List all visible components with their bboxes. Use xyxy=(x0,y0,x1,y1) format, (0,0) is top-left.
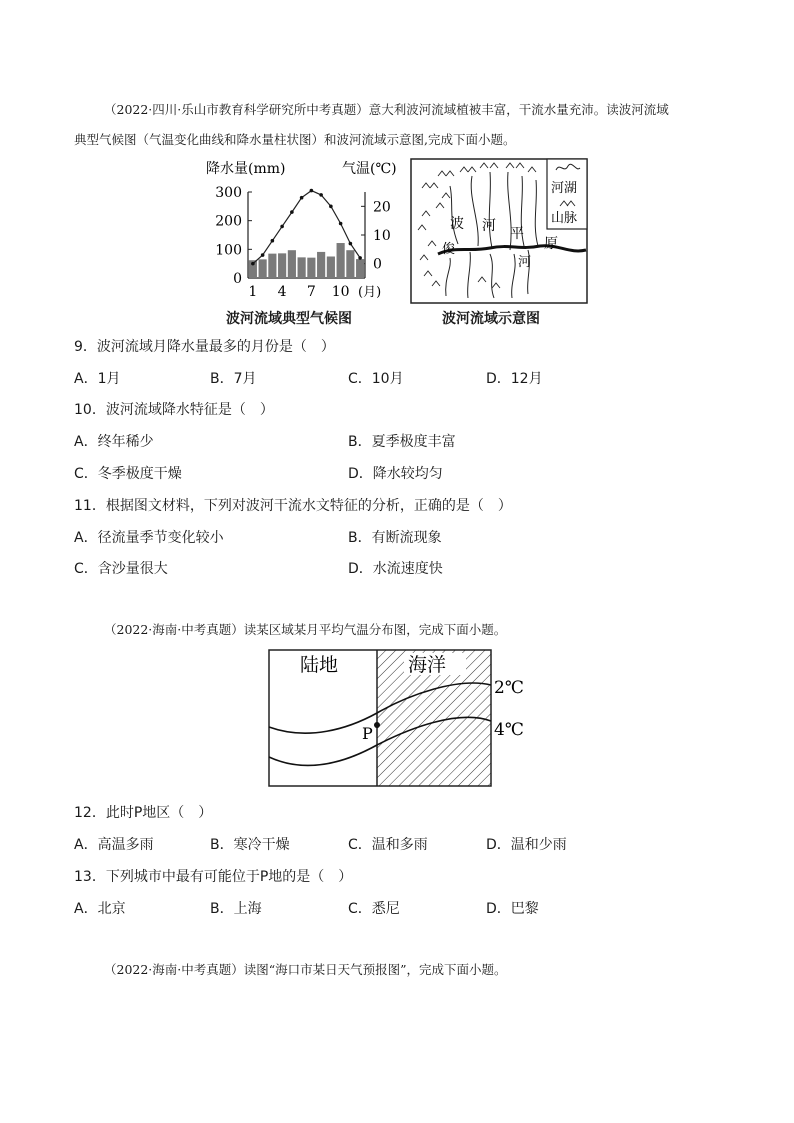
q13-option-c[interactable]: C．悉尼 xyxy=(348,901,400,917)
question-11: 11．根据图文材料，下列对波河干流水文特征的分析，正确的是（ ） xyxy=(74,498,512,514)
q10-option-b[interactable]: B．夏季极度丰富 xyxy=(348,434,456,450)
temp-point xyxy=(329,205,333,209)
isotherm-2c-label: 2℃ xyxy=(494,678,524,698)
section1-intro-line2: 典型气候图（气温变化曲线和降水量柱状图）和波河流域示意图,完成下面小题。 xyxy=(74,132,516,147)
question-12: 12．此时P地区（ ） xyxy=(74,805,213,821)
precip-bar xyxy=(268,254,276,278)
q13-option-a[interactable]: A．北京 xyxy=(74,901,126,917)
q12-option-c[interactable]: C．温和多雨 xyxy=(348,837,428,853)
precip-bar xyxy=(337,243,345,278)
temp-point xyxy=(300,196,304,200)
q13-option-d[interactable]: D．巴黎 xyxy=(486,901,539,917)
q13-option-b[interactable]: B．上海 xyxy=(210,901,262,917)
climate-chart-caption: 波河流域典型气候图 xyxy=(226,311,352,327)
temp-point xyxy=(280,225,284,229)
temp-point xyxy=(319,193,323,197)
section1-intro-line1: （2022·四川·乐山市教育科学研究所中考真题）意大利波河流域植被丰富，干流水量充沛。读波河流域 xyxy=(104,102,669,117)
chart-ylabel-right: 气温(℃) xyxy=(342,161,397,177)
y-left-tick-label: 0 xyxy=(233,271,242,287)
x-tick-label: 1 xyxy=(248,284,258,300)
temp-point xyxy=(358,256,362,260)
q10-option-a[interactable]: A．终年稀少 xyxy=(74,434,154,450)
precip-bar xyxy=(346,250,354,278)
po-basin-map xyxy=(410,158,590,304)
y-right-tick-label: 0 xyxy=(373,256,382,273)
isotherm-4c-label: 4℃ xyxy=(494,720,524,740)
chart-xunit: (月) xyxy=(358,285,382,300)
precip-bar xyxy=(259,259,267,278)
x-tick-label: 7 xyxy=(306,284,316,300)
precip-bar xyxy=(288,250,296,278)
q9-option-b[interactable]: B．7月 xyxy=(210,371,257,387)
q11-option-b[interactable]: B．有断流现象 xyxy=(348,530,442,546)
precip-bar xyxy=(317,252,325,278)
y-left-tick-label: 200 xyxy=(215,213,242,230)
map-river-char-2: 河 xyxy=(518,255,532,270)
temp-point xyxy=(290,210,294,214)
q9-option-c[interactable]: C．10月 xyxy=(348,371,404,387)
q10-option-d[interactable]: D．降水较均匀 xyxy=(348,466,443,482)
map-char-he: 河 xyxy=(482,218,496,234)
q12-option-a[interactable]: A．高温多雨 xyxy=(74,837,154,853)
land-label: 陆地 xyxy=(300,654,339,676)
y-right-tick-label: 10 xyxy=(373,228,391,244)
temp-point xyxy=(310,189,314,193)
y-left-tick-label: 100 xyxy=(215,242,242,259)
sea-label: 海洋 xyxy=(408,654,447,676)
temp-point xyxy=(349,242,353,246)
q10-option-c[interactable]: C．冬季极度干燥 xyxy=(74,466,182,482)
question-13: 13．下列城市中最有可能位于P地的是（ ） xyxy=(74,869,353,885)
q12-option-b[interactable]: B．寒冷干燥 xyxy=(210,837,290,853)
temp-point xyxy=(271,239,275,243)
question-10: 10．波河流域降水特征是（ ） xyxy=(74,402,274,418)
q11-option-c[interactable]: C．含沙量很大 xyxy=(74,561,168,577)
question-9: 9．波河流域月降水量最多的月份是（ ） xyxy=(74,339,335,355)
precip-bar xyxy=(327,257,335,279)
map-caption: 波河流域示意图 xyxy=(442,311,540,327)
precip-bar xyxy=(356,259,364,278)
temp-point xyxy=(339,222,343,226)
point-p-marker xyxy=(374,722,380,728)
y-right-tick-label: 20 xyxy=(373,199,391,216)
point-p-label: P xyxy=(362,724,373,743)
y-left-tick-label: 300 xyxy=(215,185,242,201)
q11-option-d[interactable]: D．水流速度快 xyxy=(348,561,443,577)
section1-intro xyxy=(74,95,724,155)
q9-option-d[interactable]: D．12月 xyxy=(486,371,543,387)
section3-intro: （2022·海南·中考真题）读图“海口市某日天气预报图”，完成下面小题。 xyxy=(104,962,507,977)
map-char-bo: 波 xyxy=(450,216,464,232)
chart-ylabel-left: 降水量(mm) xyxy=(206,161,286,177)
q12-option-d[interactable]: D．温和少雨 xyxy=(486,837,567,853)
section2-intro: （2022·海南·中考真题）读某区域某月平均气温分布图，完成下面小题。 xyxy=(104,622,507,637)
legend-mountain-label: 山脉 xyxy=(551,211,578,226)
temp-point xyxy=(251,262,255,266)
q11-option-a[interactable]: A．径流量季节变化较小 xyxy=(74,530,224,546)
map-char-yuan: 原 xyxy=(544,236,558,252)
precip-bar xyxy=(278,253,286,278)
x-tick-label: 4 xyxy=(277,284,287,300)
temp-point xyxy=(261,253,265,257)
precip-bar xyxy=(298,257,306,278)
temperature-distribution-figure xyxy=(268,649,530,789)
climate-chart xyxy=(200,156,410,306)
legend-river-label: 河湖 xyxy=(551,181,578,196)
precip-bar xyxy=(307,258,315,278)
q9-option-a[interactable]: A．1月 xyxy=(74,371,121,387)
map-char-ping: 平 xyxy=(510,226,524,242)
x-tick-label: 10 xyxy=(331,284,350,300)
map-river-char-1: 俊 xyxy=(442,242,456,257)
